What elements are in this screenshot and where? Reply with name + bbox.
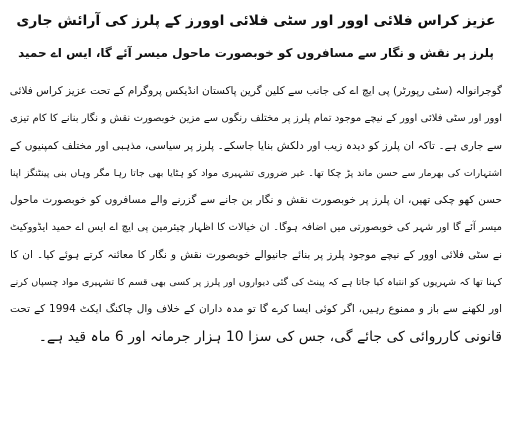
article-body-line: کہنا تھا کہ شہریوں کو انتباہ کیا جاتا ہے کہ پینٹ کی گئی دیواروں اور پلرز پر کسی بھی قسم کا تشہیری مواد چسپاں کرنے [10,277,502,289]
article-body-line: اشتہارات کی بھرمار سے حسن ماند پڑ چکا تھا۔ غیر ضروری تشہیری مواد کو ہٹایا بھی جاتا رہا مگر وہاں بنی پینٹنگز اپنا [10,167,502,179]
article-body-line: گوجرانوالہ (سٹی رپورٹر) پی ایچ اے کی جانب سے کلین گرین پاکستان انڈیکس پروگرام کے تحت عزیز کراس فلائی [10,85,502,97]
article-headline: عزیز کراس فلائی اوور اور سٹی فلائی اوورز کے پلرز کی آرائش جاری [16,13,496,29]
article-body-line: نے سٹی فلائی اوور کے نیچے موجود پلرز پر بنائے جانیوالے خوبصورت نقش و نگار کا معائنہ کرتے ہوئے کیا۔ ان کا [10,248,502,261]
article-body-line: سے جاری ہے۔ تاکہ ان پلرز کو دیدہ زیب اور دلکش بنایا جاسکے۔ پلرز پر سیاسی، مذہبی اور مختلف کمپنیوں کے [10,139,502,152]
article-body-line: میسر آئے گا اور شہر کی خوبصورتی میں اضافہ ہوگا۔ ان خیالات کا اظہار چیئرمین پی ایچ اے ایس اے حمید ایڈووکیٹ [10,222,502,234]
article-body-line: قانونی کارروائی کی جائے گی، جس کی سزا 10 ہزار جرمانہ اور 6 ماہ قید ہے۔ [38,328,502,345]
article-body-line: اور لکھنے سے باز و ممنوع رہیں، اگر کوئی ایسا کرے گا تو مدہ داران کے خلاف وال چاکنگ ایکٹ 1994 کے تحت [10,303,502,316]
article-body-line: حسن کھو چکی تھیں، ان پلرز پر خوبصورت نقش و نگار بن جانے سے گزرنے والے مسافروں کو خوبصورت ماحول [10,194,502,207]
article-subheadline: پلرز پر نقش و نگار سے مسافروں کو خوبصورت ماحول میسر آئے گا، ایس اے حمید [18,46,494,60]
article-body-line: اوور اور سٹی فلائی اوور کے نیچے موجود تمام پلرز پر مختلف رنگوں سے مزین خوبصورت نقش و نگار بنانے کا کام تیزی [10,113,502,125]
article-body [10,78,502,351]
